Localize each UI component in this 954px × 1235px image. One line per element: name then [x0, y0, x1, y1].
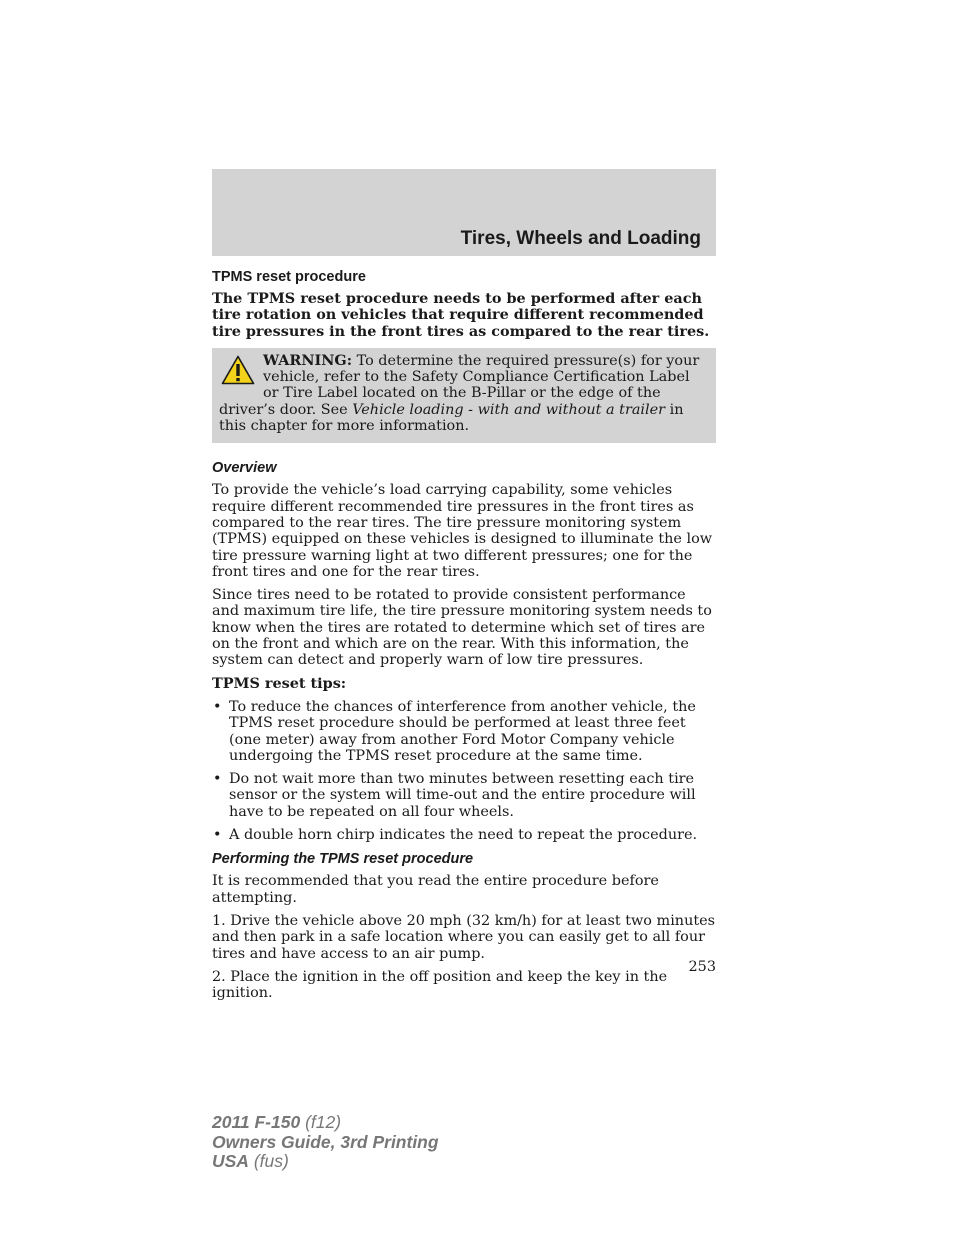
tip-text: A double horn chirp indicates the need to repeat the procedure. — [229, 827, 698, 844]
section-heading-tpms-reset: TPMS reset procedure — [212, 269, 366, 285]
section-heading-overview: Overview — [212, 460, 277, 477]
footer-market-code: (fus) — [248, 1151, 289, 1171]
bullet-marker: • — [213, 698, 222, 715]
list-item — [212, 827, 716, 843]
section-intro: The TPMS reset procedure needs to be performed after each tire rotation on vehicles that require different recommended tire pressures in the front tires as compared to the rear tires. — [212, 290, 710, 340]
footer-model-line — [212, 1113, 439, 1133]
warning-triangle-icon — [221, 355, 255, 385]
performing-intro: It is recommended that you read the entire procedure before attempting. — [212, 873, 659, 906]
overview-paragraph-1: To provide the vehicle’s load carrying capability, some vehicles require different recommended tire pressures in the front tires as compared to the rear tires. The tire pressure monitoring system (TPMS) equipped on these vehicles is designed to illuminate the low tire pressure warning light at two different pressures; one for the front tires and one for the rear tires. — [212, 482, 713, 580]
footer-market-line — [212, 1152, 439, 1172]
page-number: 253 — [688, 959, 716, 975]
footer-guide-line — [212, 1133, 439, 1153]
bullet-marker: • — [213, 827, 222, 844]
procedure-step-2: 2. Place the ignition in the off position and keep the key in the ignition. — [212, 968, 668, 1002]
footer-guide: Owners Guide, 3rd Printing — [212, 1131, 439, 1152]
tip-text: Do not wait more than two minutes between resetting each tire sensor or the system will time-out and the entire procedure will have to be repeated on all four wheels. — [229, 771, 696, 820]
section-heading-performing: Performing the TPMS reset procedure — [212, 851, 474, 868]
chapter-title: Tires, Wheels and Loading — [460, 228, 701, 249]
bullet-marker: • — [213, 771, 222, 788]
document-footer — [212, 1113, 439, 1172]
tips-list — [212, 699, 716, 843]
procedure-step-1: 1. Drive the vehicle above 20 mph (32 km/h) for at least two minutes and then park in a safe location where you can easily get to all four tires and have access to an air pump. — [212, 912, 716, 962]
footer-market: USA — [212, 1151, 249, 1171]
chapter-header-band — [212, 169, 716, 256]
tip-text: To reduce the chances of interference from another vehicle, the TPMS reset procedure should be performed at least three feet (one meter) away from another Ford Motor Company vehicle undergoing the TPMS reset procedure at the same time. — [229, 698, 696, 764]
tips-heading: TPMS reset tips: — [212, 674, 347, 692]
warning-text-before: To determine the required pressure(s) for your vehicle, refer to the Safety Compliance Certification Label or Tire Label located on the B-Pillar or the edge of the driver’s door. See — [219, 352, 700, 418]
overview-paragraph-2: Since tires need to be rotated to provide consistent performance and maximum tire life, the tire pressure monitoring system needs to know when the tires are rotated to determine which set of tires are on the front and which are on the rear. With this information, the system can detect and properly warn of low tire pressures. — [212, 587, 712, 669]
warning-label: WARNING: — [263, 351, 353, 369]
warning-text — [219, 353, 708, 434]
page-content — [212, 268, 716, 1001]
footer-model-code: (f12) — [300, 1112, 342, 1132]
footer-model: 2011 F-150 — [212, 1112, 301, 1132]
list-item — [212, 771, 716, 820]
warning-box — [212, 348, 716, 443]
warning-text-after: in this chapter for more information. — [219, 401, 684, 435]
list-item — [212, 699, 716, 764]
warning-cross-reference: Vehicle loading - with and without a trailer — [352, 401, 666, 418]
